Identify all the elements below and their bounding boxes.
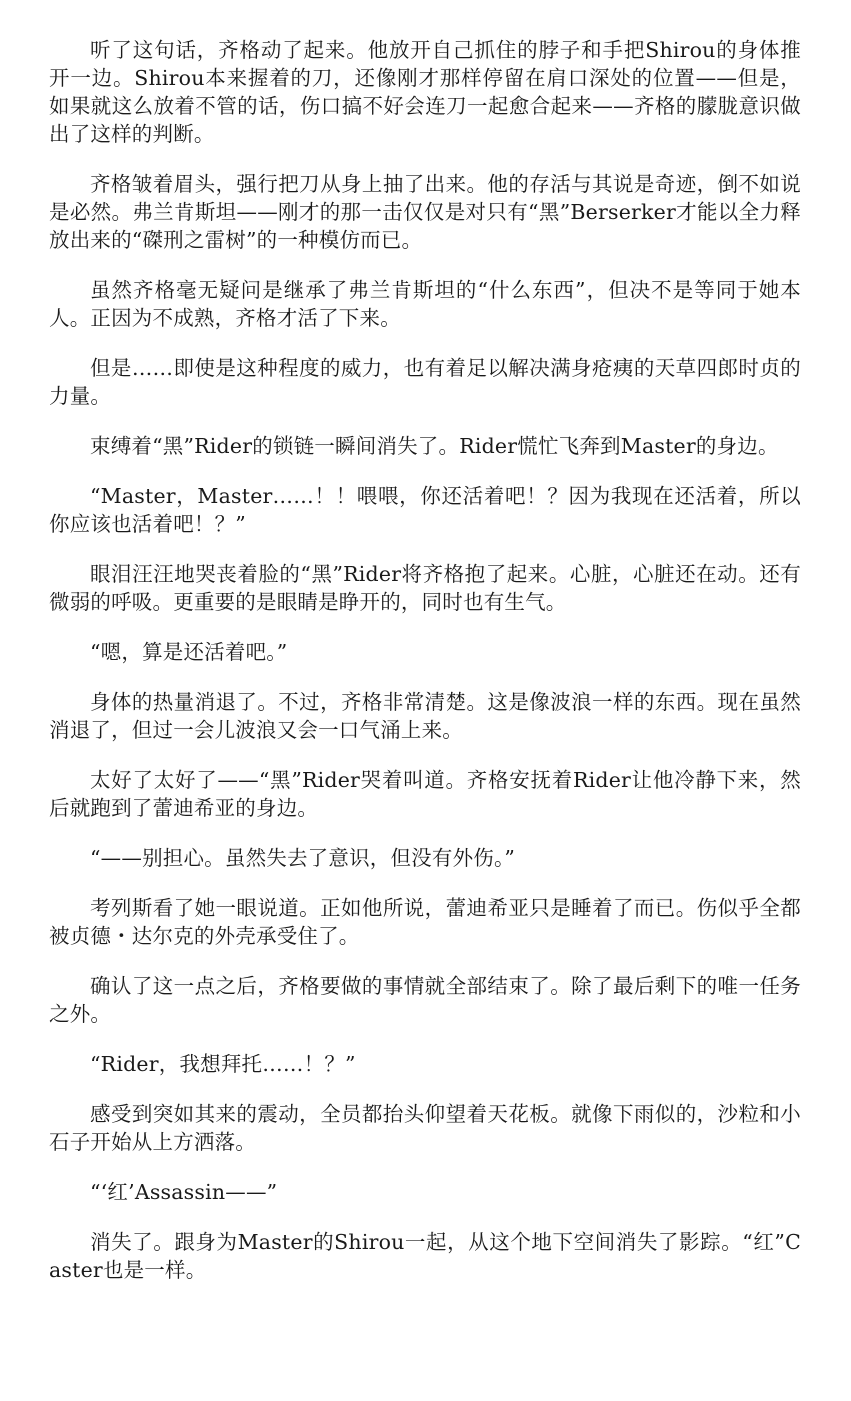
document-page (49, 36, 801, 1306)
paragraph-6: “Master，Master……！！喂喂，你还活着吧！？因为我现在还活着，所以你应该也活着吧！？” (49, 484, 801, 536)
paragraph-9: 身体的热量消退了。不过，齐格非常清楚。这是像波浪一样的东西。现在虽然消退了，但过一会儿波浪又会一口气涌上来。 (49, 690, 801, 742)
paragraph-14: “Rider，我想拜托……！？” (90, 1052, 356, 1076)
paragraph-15: 感受到突如其来的震动，全员都抬头仰望着天花板。就像下雨似的，沙粒和小石子开始从上方洒落。 (49, 1102, 801, 1154)
paragraph-5: 束缚着“黑”Rider的锁链一瞬间消失了。Rider慌忙飞奔到Master的身边。 (90, 434, 779, 458)
paragraph-13: 确认了这一点之后，齐格要做的事情就全部结束了。除了最后剩下的唯一任务之外。 (49, 974, 801, 1026)
paragraph-16: “‘红’Assassin——” (90, 1180, 278, 1204)
paragraph-7: 眼泪汪汪地哭丧着脸的“黑”Rider将齐格抱了起来。心脏，心脏还在动。还有微弱的呼吸。更重要的是眼睛是睁开的，同时也有生气。 (49, 562, 801, 614)
paragraph-17: 消失了。跟身为Master的Shirou一起，从这个地下空间消失了影踪。“红”Caster也是一样。 (49, 1230, 801, 1282)
paragraph-10: 太好了太好了——“黑”Rider哭着叫道。齐格安抚着Rider让他冷静下来，然后就跑到了蕾迪希亚的身边。 (49, 768, 801, 820)
paragraph-2: 齐格皱着眉头，强行把刀从身上抽了出来。他的存活与其说是奇迹，倒不如说是必然。弗兰肯斯坦——刚才的那一击仅仅是对只有“黑”Berserker才能以全力释放出来的“磔刑之雷树”的一种模仿而已。 (49, 172, 801, 252)
paragraph-4: 但是……即使是这种程度的威力，也有着足以解决满身疮痍的天草四郎时贞的力量。 (49, 356, 801, 408)
paragraph-12: 考列斯看了她一眼说道。正如他所说，蕾迪希亚只是睡着了而已。伤似乎全都被贞德・达尔克的外壳承受住了。 (49, 896, 801, 948)
paragraph-1: 听了这句话，齐格动了起来。他放开自己抓住的脖子和手把Shirou的身体推开一边。Shirou本来握着的刀，还像刚才那样停留在肩口深处的位置——但是，如果就这么放着不管的话，伤口搞不好会连刀一起愈合起来——齐格的朦胧意识做出了这样的判断。 (49, 38, 801, 146)
paragraph-11: “——别担心。虽然失去了意识，但没有外伤。” (90, 846, 516, 870)
paragraph-3: 虽然齐格毫无疑问是继承了弗兰肯斯坦的“什么东西”，但决不是等同于她本人。正因为不成熟，齐格才活了下来。 (49, 278, 801, 330)
paragraph-8: “嗯，算是还活着吧。” (90, 640, 288, 664)
